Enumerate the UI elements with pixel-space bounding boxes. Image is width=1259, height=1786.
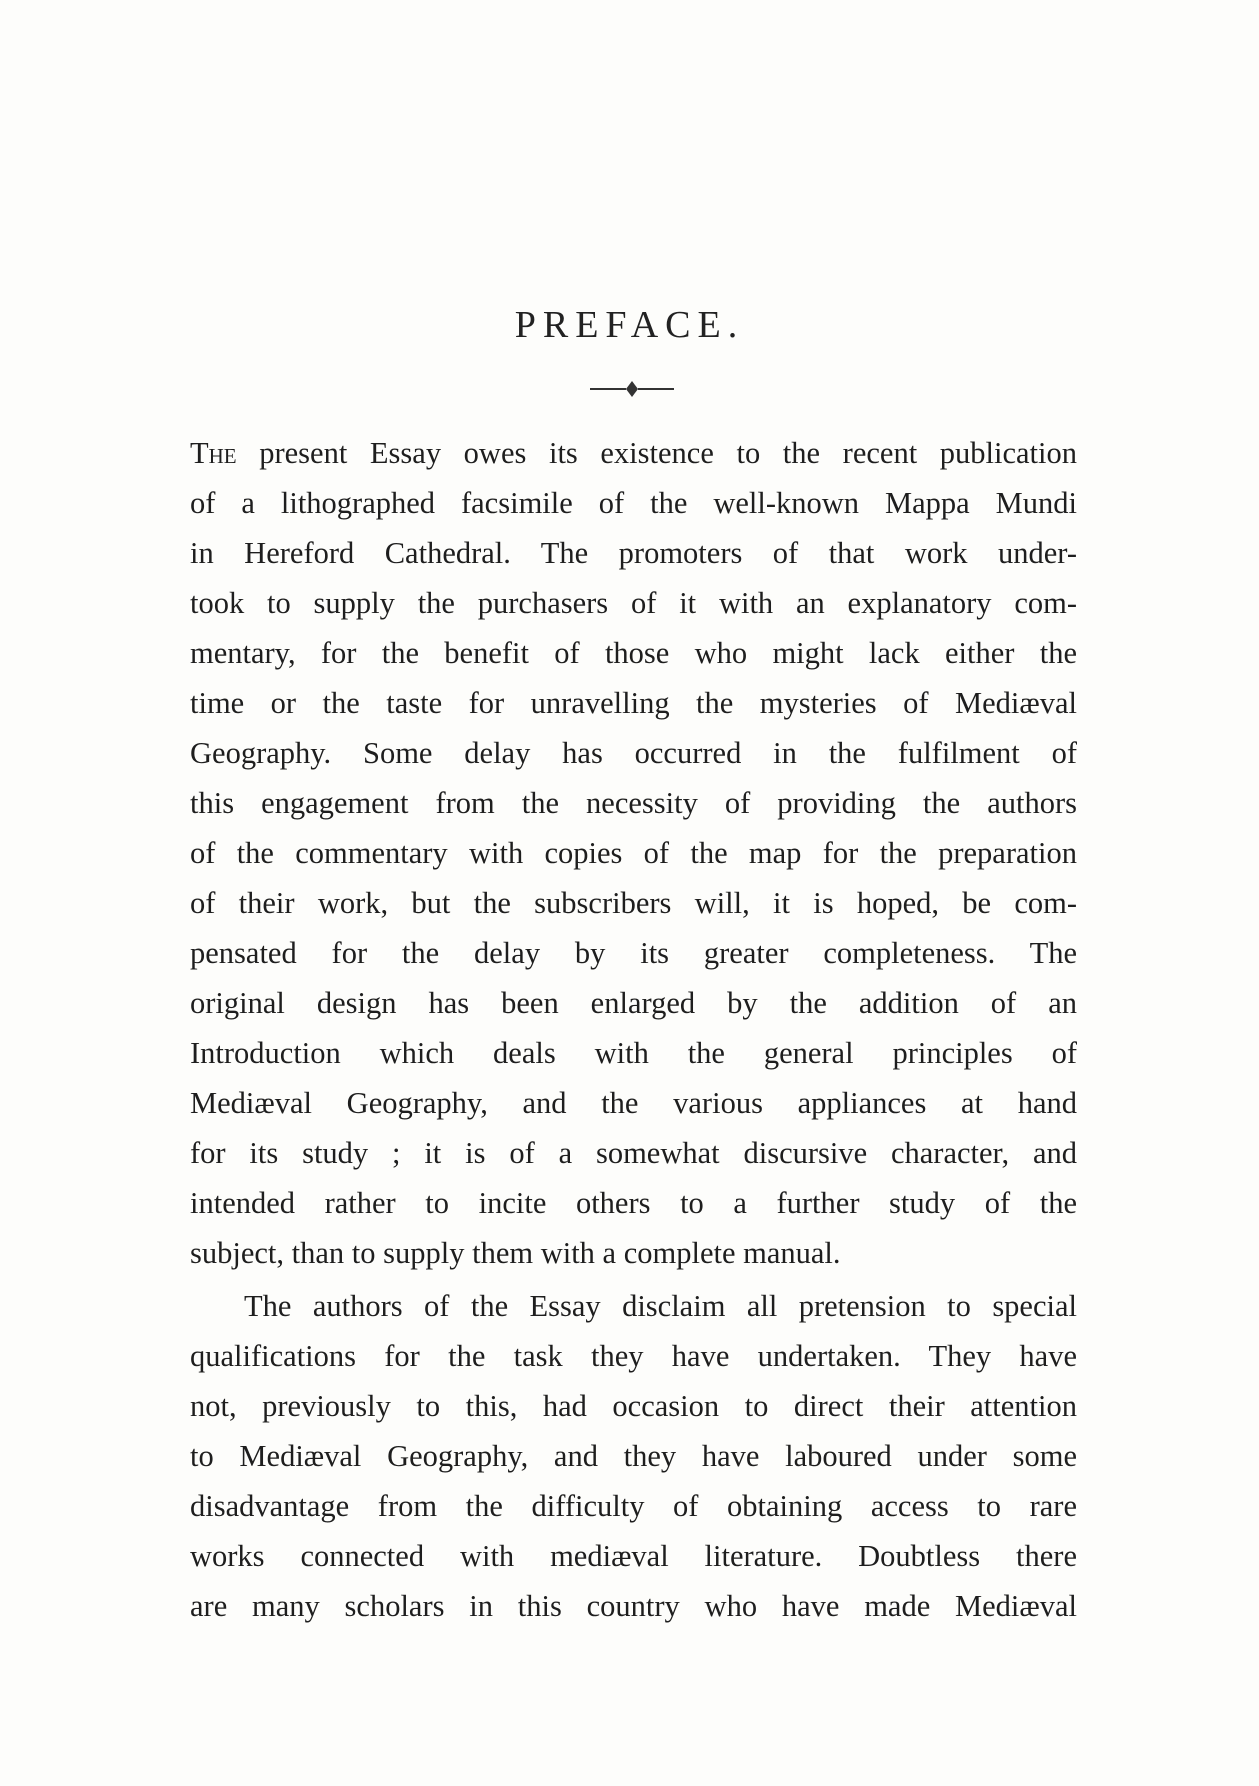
text-line: in Hereford Cathedral. The promoters of that work under- xyxy=(190,536,1077,570)
text-line: disadvantage from the difficulty of obtaining access to rare xyxy=(190,1489,1077,1523)
text-line: works connected with mediæval literature. Doubtless there xyxy=(190,1539,1077,1573)
text-line: mentary, for the benefit of those who might lack either the xyxy=(190,636,1077,670)
text-line: subject, than to supply them with a complete manual. xyxy=(190,1236,841,1270)
text-line: this engagement from the necessity of providing the authors xyxy=(190,786,1077,820)
text-line: of their work, but the subscribers will, it is hoped, be com- xyxy=(190,886,1077,920)
text-line: are many scholars in this country who have made Mediæval xyxy=(190,1589,1077,1623)
opening-word: The xyxy=(190,436,237,470)
text-line: original design has been enlarged by the addition of an xyxy=(190,986,1077,1020)
ornament-rule-right xyxy=(638,388,674,390)
text-line: intended rather to incite others to a further study of the xyxy=(190,1186,1077,1220)
text-line: pensated for the delay by its greater completeness. The xyxy=(190,936,1077,970)
text-line: The authors of the Essay disclaim all pretension to special xyxy=(244,1289,1077,1323)
paragraph-2 xyxy=(190,1281,1077,1631)
text-line: qualifications for the task they have undertaken. They have xyxy=(190,1339,1077,1373)
diamond-ornament-icon xyxy=(626,381,638,397)
text-line: time or the taste for unravelling the mysteries of Mediæval xyxy=(190,686,1077,720)
text-line xyxy=(190,428,1077,478)
text-line: to Mediæval Geography, and they have laboured under some xyxy=(190,1439,1077,1473)
text-line: for its study ; it is of a somewhat discursive character, and xyxy=(190,1136,1077,1170)
first-line-text: present Essay owes its existence to the recent publication xyxy=(236,436,1077,470)
text-line: Mediæval Geography, and the various appliances at hand xyxy=(190,1086,1077,1120)
text-line: of a lithographed facsimile of the well-known Mappa Mundi xyxy=(190,486,1077,520)
text-line: Geography. Some delay has occurred in the fulfilment of xyxy=(190,736,1077,770)
paragraph-1 xyxy=(190,428,1077,1278)
text-line: Introduction which deals with the general principles of xyxy=(190,1036,1077,1070)
text-line: of the commentary with copies of the map for the preparation xyxy=(190,836,1077,870)
text-line: took to supply the purchasers of it with an explanatory com- xyxy=(190,586,1077,620)
text-line: not, previously to this, had occasion to direct their attention xyxy=(190,1389,1077,1423)
ornament-rule-left xyxy=(590,388,626,390)
page-title: PREFACE. xyxy=(514,304,745,346)
title-ornament xyxy=(590,379,674,399)
